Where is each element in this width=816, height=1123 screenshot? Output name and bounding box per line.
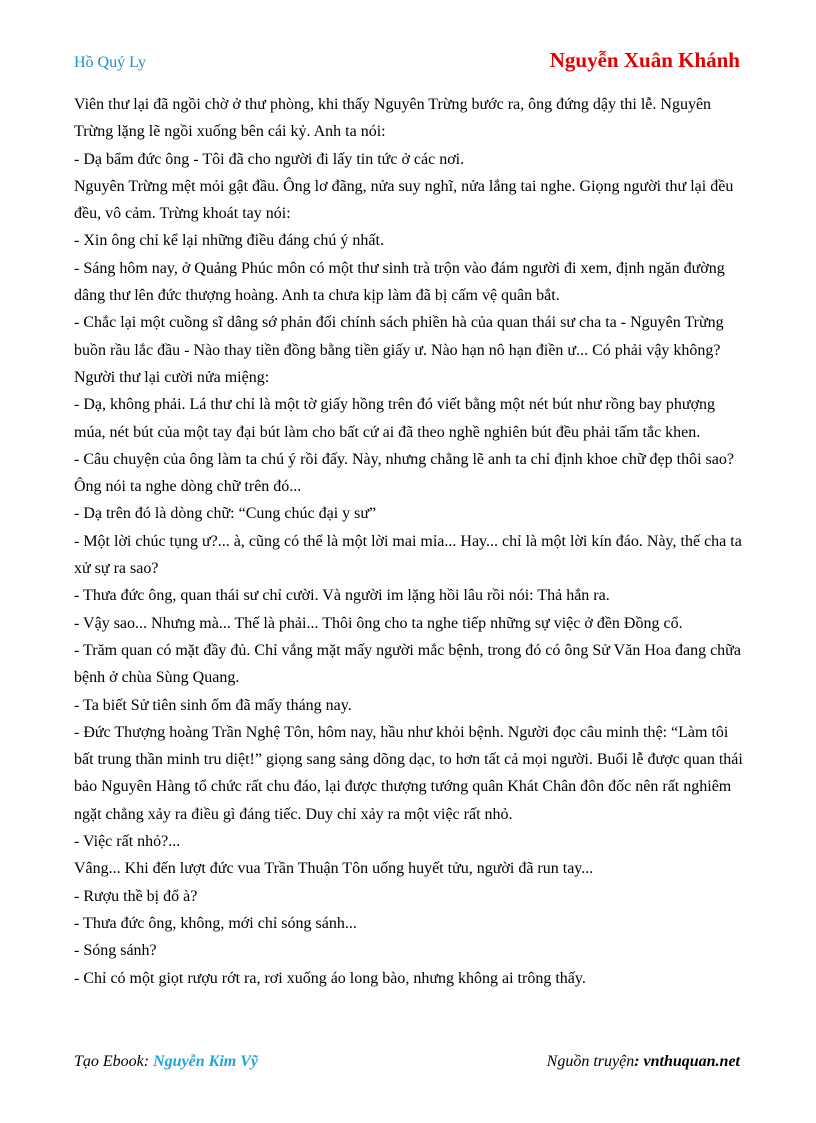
- paragraph: - Dạ bẩm đức ông - Tôi đã cho người đi lấy tin tức ở các nơi.: [74, 150, 465, 168]
- paragraph: - Câu chuyện của ông làm ta chú ý rồi đấy. Này, nhưng chẳng lẽ anh ta chỉ định khoe chữ đẹp thôi sao? Ông nói ta nghe dòng chữ trên đó...: [74, 450, 734, 496]
- paragraph: - Thưa đức ông, không, mới chỉ sóng sánh...: [74, 914, 357, 932]
- paragraph: - Đức Thượng hoàng Trần Nghệ Tôn, hôm nay, hầu như khỏi bệnh. Người đọc câu minh thệ: “Làm tôi bất trung thần minh tru diệt!” giọng sang sảng dõng dạc, to hơn tất cả mọi người. Buổi lễ được quan thái bảo Nguyên Hàng tổ chức rất chu đáo, lại được thượng tướng quân Khát Chân đôn đốc nên rất nghiêm ngặt chẳng xảy ra điều gì đáng tiếc. Duy chỉ xảy ra một việc rất nhỏ.: [74, 723, 743, 823]
- paragraph: - Một lời chúc tụng ư?... à, cũng có thể là một lời mai mỉa... Hay... chỉ là một lời kín đáo. Này, thế cha ta xử sự ra sao?: [74, 532, 742, 578]
- page-content: [74, 91, 744, 992]
- source-credit: Nguồn truyện: vnthuquan.net: [546, 1053, 740, 1070]
- paragraph: - Vậy sao... Nhưng mà... Thế là phải... Thôi ông cho ta nghe tiếp những sự việc ở đền Đồng cổ.: [74, 614, 683, 632]
- paragraph: Người thư lại cười nửa miệng:: [74, 368, 270, 386]
- created-label: Tạo Ebook: [74, 1053, 144, 1070]
- paragraph: - Rượu thề bị đổ à?: [74, 887, 198, 905]
- paragraph: - Sáng hôm nay, ở Quảng Phúc môn có một thư sinh trà trộn vào đám người đi xem, định ngăn đường dâng thư lên đức thượng hoàng. Anh ta chưa kịp làm đã bị cấm vệ quân bắt.: [74, 259, 725, 305]
- ebook-credit: Tạo Ebook: Nguyễn Kim Vỹ: [74, 1053, 258, 1070]
- paragraph: - Dạ, không phải. Lá thư chỉ là một tờ giấy hồng trên đó viết bằng một nét bút như rồng bay phượng múa, nét bút của một tay đại bút làm cho bất cứ ai đã theo nghề nghiên bút đều phải tấm tắc khen.: [74, 396, 716, 441]
- paragraph: - Chắc lại một cuồng sĩ dâng sớ phản đối chính sách phiền hà của quan thái sư cha ta - Nguyên Trừng buồn rầu lắc đầu - Nào thay tiền đồng bằng tiền giấy ư. Nào hạn nô hạn điền ư... Có phải vậy không?: [74, 314, 724, 359]
- paragraph: - Chỉ có một giọt rượu rớt ra, rơi xuống áo long bào, nhưng không ai trông thấy.: [74, 969, 586, 987]
- author-name: Nguyễn Xuân Khánh: [549, 48, 740, 72]
- paragraph: - Thưa đức ông, quan thái sư chỉ cười. Và người im lặng hồi lâu rồi nói: Thả hắn ra.: [74, 587, 610, 605]
- paragraph: Nguyên Trừng mệt mỏi gật đầu. Ông lơ đãng, nửa suy nghĩ, nửa lắng tai nghe. Giọng người thư lại đều đều, vô cảm. Trừng khoát tay nói:: [74, 177, 734, 223]
- paragraph: - Trăm quan có mặt đầy đủ. Chỉ vắng mặt mấy người mắc bệnh, trong đó có ông Sử Văn Hoa đang chữa bệnh ở chùa Sùng Quang.: [74, 641, 741, 687]
- source-label: Nguồn truyện: [546, 1053, 635, 1070]
- paragraph: - Ta biết Sử tiên sinh ốm đã mấy tháng nay.: [74, 696, 352, 714]
- page-header: [74, 48, 740, 76]
- paragraph: - Sóng sánh?: [74, 942, 157, 960]
- book-title: Hồ Quý Ly: [74, 54, 146, 71]
- paragraph: Vâng... Khi đến lượt đức vua Trần Thuận Tôn uống huyết tửu, người đã run tay...: [74, 860, 594, 878]
- paragraph: - Việc rất nhỏ?...: [74, 833, 181, 851]
- source-site: vnthuquan.net: [643, 1053, 740, 1070]
- creator-name: Nguyễn Kim Vỹ: [153, 1053, 258, 1070]
- paragraph: - Xin ông chỉ kể lại những điều đáng chú ý nhất.: [74, 232, 384, 250]
- paragraph: - Dạ trên đó là dòng chữ: “Cung chúc đại y sư”: [74, 505, 377, 523]
- paragraph: Viên thư lại đã ngồi chờ ở thư phòng, khi thấy Nguyên Trừng bước ra, ông đứng dậy thi lễ. Nguyên Trừng lặng lẽ ngồi xuống bên cái kỷ. Anh ta nói:: [74, 96, 712, 141]
